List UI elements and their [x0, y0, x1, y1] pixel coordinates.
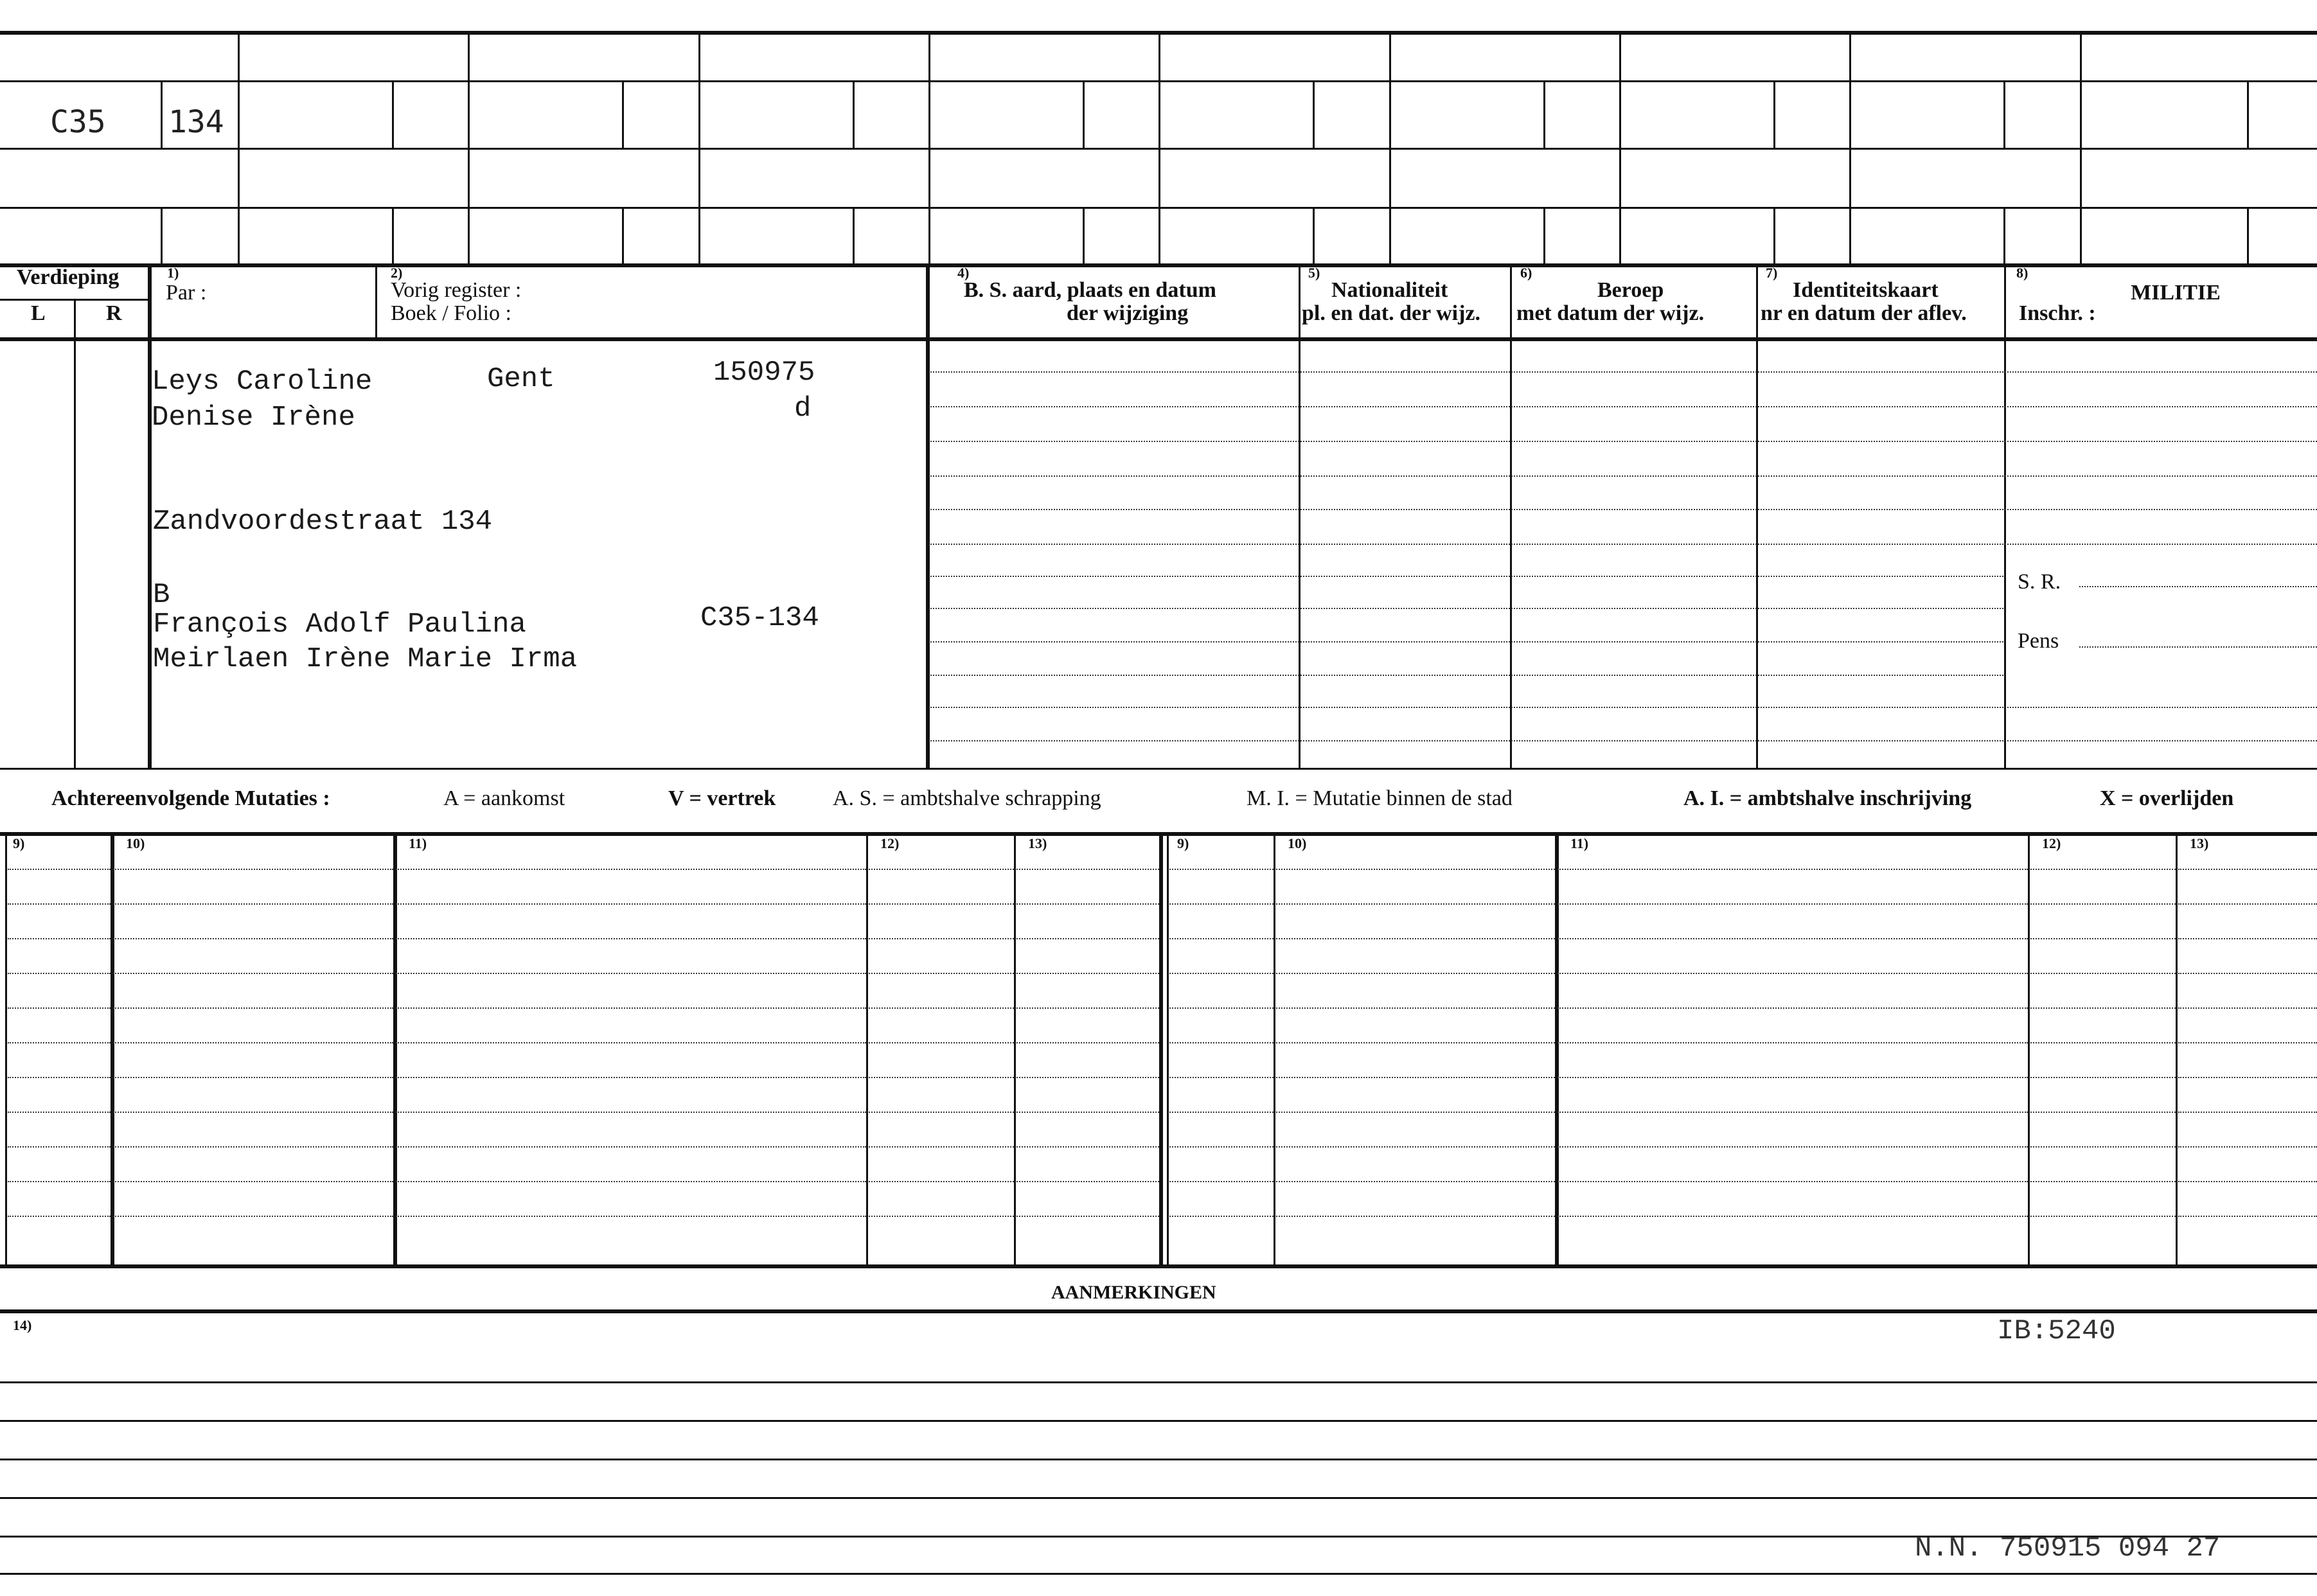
dotted-line: [1276, 1181, 1555, 1182]
wijk-code: C35: [50, 104, 106, 140]
dotted-line: [1169, 973, 1274, 974]
col-divider: [375, 263, 377, 337]
col6-line2: met datum der wijz.: [1516, 301, 1705, 325]
dotted-line: [8, 1112, 111, 1113]
dotted-line: [2178, 1112, 2317, 1113]
dotted-line: [113, 1146, 393, 1148]
grid-line: [0, 263, 2317, 267]
dotted-line: [2030, 1077, 2176, 1078]
col2-line2: Boek / Folio :: [391, 301, 511, 325]
dotted-line: [8, 973, 111, 974]
dotted-line: [869, 869, 1014, 870]
col1-label: Par :: [166, 281, 207, 305]
grid-vline: [161, 80, 163, 148]
dotted-line: [1016, 869, 1159, 870]
dotted-line: [113, 1216, 393, 1217]
remark-line: [0, 1497, 2317, 1499]
birthplace: Gent: [487, 363, 555, 395]
grid-vline: [622, 207, 624, 263]
col-divider: [393, 832, 397, 1264]
left-col-12: 12): [880, 835, 900, 851]
dotted-line: [113, 1112, 393, 1113]
dotted-line: [2030, 973, 2176, 974]
col-divider: [1756, 263, 1758, 768]
name-line2: Denise Irène: [152, 402, 355, 434]
legend-v: V = vertrek: [668, 786, 776, 810]
grid-vline: [392, 80, 394, 148]
col4-number: 4): [957, 265, 970, 281]
dotted-line: [2030, 903, 2176, 905]
col-divider: [1159, 832, 1163, 1264]
grid-vline: [1619, 31, 1621, 263]
legend-as: A. S. = ambtshalve schrapping: [833, 786, 1101, 810]
right-col-9: 9): [1177, 835, 1189, 851]
remark-line: [0, 1573, 2317, 1575]
dotted-line: [2178, 1146, 2317, 1148]
dotted-line: [396, 869, 866, 870]
father-name: François Adolf Paulina: [153, 608, 526, 641]
parents-ref: C35-134: [700, 602, 819, 634]
col-divider: [1167, 832, 1169, 1264]
dotted-line: [1558, 973, 2028, 974]
dotted-line: [1558, 1007, 2028, 1009]
dotted-line: [1558, 1077, 2028, 1078]
dotted-line: [1169, 1181, 1274, 1182]
dotted-line: [1169, 869, 1274, 870]
dotted-line: [1016, 1077, 1159, 1078]
dotted-line: [1016, 938, 1159, 939]
dotted-line: [1169, 938, 1274, 939]
dotted-line: [869, 903, 1014, 905]
dotted-line: [1169, 903, 1274, 905]
col1-number: 1): [167, 265, 179, 281]
militie-title: MILITIE: [2131, 281, 2221, 305]
dotted-line: [2178, 1042, 2317, 1043]
dotted-line: [930, 406, 2317, 407]
grid-vline: [1158, 31, 1160, 263]
dotted-line: [869, 1181, 1014, 1182]
col4-line1: B. S. aard, plaats en datum: [964, 278, 1216, 302]
dotted-line: [869, 938, 1014, 939]
col-divider: [2004, 263, 2006, 768]
body-bottom-line: [0, 768, 2317, 770]
col4-line2: der wijziging: [1067, 301, 1189, 325]
grid-vline: [468, 31, 470, 263]
dotted-line: [8, 1077, 111, 1078]
dotted-line: [1169, 1007, 1274, 1009]
left-col-9: 9): [13, 835, 25, 851]
col8-number: 8): [2016, 265, 2028, 281]
col-divider: [1274, 832, 1275, 1264]
dotted-line: [1016, 903, 1159, 905]
dotted-line: [1558, 1112, 2028, 1113]
dotted-line: [8, 1181, 111, 1182]
dotted-line: [2030, 938, 2176, 939]
sex: d: [794, 393, 812, 425]
grid-vline: [2247, 80, 2249, 148]
dotted-line: [113, 1181, 393, 1182]
aanmerkingen-title: AANMERKINGEN: [1051, 1282, 1216, 1303]
col-divider: [866, 832, 868, 1264]
legend-ai: A. I. = ambtshalve inschrijving: [1683, 786, 1972, 810]
dotted-line: [396, 1007, 866, 1009]
mutaties-top: [0, 832, 2317, 836]
remark-line: [0, 1420, 2317, 1422]
legend-mi: M. I. = Mutatie binnen de stad: [1247, 786, 1513, 810]
dotted-line: [396, 903, 866, 905]
grid-vline: [2003, 80, 2005, 148]
dotted-line: [1558, 903, 2028, 905]
sr-label: S. R.: [2018, 570, 2061, 594]
grid-vline: [2247, 207, 2249, 263]
dotted-line: [396, 1042, 866, 1043]
dotted-line: [2178, 903, 2317, 905]
right-col-10: 10): [1288, 835, 1307, 851]
dotted-line: [8, 1042, 111, 1043]
dotted-line: [113, 1042, 393, 1043]
dotted-line: [1169, 1146, 1274, 1148]
address: Zandvoordestraat 134: [153, 506, 493, 538]
dotted-line: [1558, 869, 2028, 870]
legend-x: X = overlijden: [2100, 786, 2234, 810]
col-divider: [1299, 263, 1301, 768]
col-divider: [1014, 832, 1016, 1264]
inschr-label: Inschr. :: [2019, 301, 2096, 325]
grid-vline: [2003, 207, 2005, 263]
dotted-line: [1276, 973, 1555, 974]
left-col-11: 11): [409, 835, 427, 851]
remark-line: [0, 1381, 2317, 1383]
grid-vline: [622, 80, 624, 148]
grid-vline: [1773, 207, 1775, 263]
dotted-line: [2178, 1077, 2317, 1078]
dotted-line: [2079, 646, 2317, 648]
dotted-line: [2079, 586, 2317, 587]
name-line1: Leys Caroline: [152, 366, 373, 398]
dotted-line: [1016, 1007, 1159, 1009]
dotted-line: [2030, 1216, 2176, 1217]
nn-stamp: N.N. 750915 094 27: [1915, 1532, 2221, 1565]
grid-vline: [853, 80, 855, 148]
dotted-line: [396, 938, 866, 939]
col7-number: 7): [1766, 265, 1778, 281]
right-col-13: 13): [2190, 835, 2209, 851]
dotted-line: [930, 707, 2003, 708]
dotted-line: [396, 1216, 866, 1217]
dotted-line: [1558, 1181, 2028, 1182]
dotted-line: [1169, 1216, 1274, 1217]
dotted-line: [869, 1007, 1014, 1009]
col5-line2: pl. en dat. der wijz.: [1302, 301, 1480, 325]
dotted-line: [113, 938, 393, 939]
header-bottom-line: [0, 337, 2317, 341]
col6-number: 6): [1520, 265, 1532, 281]
dotted-line: [930, 608, 2003, 609]
legend-title: Achtereenvolgende Mutaties :: [51, 786, 330, 810]
grid-vline: [1083, 80, 1085, 148]
l-label: L: [31, 301, 46, 325]
dotted-line: [1016, 973, 1159, 974]
col2-line1: Vorig register :: [391, 278, 522, 302]
dotted-line: [930, 576, 2003, 577]
col-divider: [1555, 832, 1559, 1264]
b-label: B: [153, 579, 170, 611]
grid-vline: [698, 31, 700, 263]
birthdate: 150975: [713, 357, 815, 389]
dotted-line: [1276, 1146, 1555, 1148]
dotted-line: [8, 903, 111, 905]
grid-vline: [928, 31, 930, 263]
dotted-line: [1016, 1042, 1159, 1043]
dotted-line: [2178, 1007, 2317, 1009]
remark-line: [0, 1459, 2317, 1460]
dotted-line: [930, 371, 2317, 373]
l-r-divider: [74, 299, 76, 768]
dotted-line: [8, 1007, 111, 1009]
dotted-line: [2030, 1146, 2176, 1148]
dotted-line: [869, 1216, 1014, 1217]
dotted-line: [2007, 707, 2317, 708]
col5-line1: Nationaliteit: [1331, 278, 1448, 302]
dotted-line: [113, 1007, 393, 1009]
grid-vline: [1849, 31, 1851, 263]
dotted-line: [2030, 1181, 2176, 1182]
col5-number: 5): [1308, 265, 1320, 281]
dotted-line: [2178, 938, 2317, 939]
dotted-line: [1276, 1042, 1555, 1043]
dotted-line: [396, 973, 866, 974]
dotted-line: [1276, 903, 1555, 905]
col-divider: [926, 263, 930, 768]
dotted-line: [1276, 869, 1555, 870]
dotted-line: [1276, 1216, 1555, 1217]
dotted-line: [2178, 869, 2317, 870]
dotted-line: [8, 938, 111, 939]
dotted-line: [1016, 1112, 1159, 1113]
left-col-13: 13): [1028, 835, 1047, 851]
dotted-line: [2030, 1007, 2176, 1009]
dotted-line: [930, 544, 2317, 545]
grid-vline: [1083, 207, 1085, 263]
col-divider: [2028, 832, 2030, 1264]
mother-name: Meirlaen Irène Marie Irma: [153, 643, 578, 675]
pens-label: Pens: [2018, 629, 2059, 653]
dotted-line: [869, 1077, 1014, 1078]
col-divider: [1510, 263, 1512, 768]
col14-number: 14): [13, 1317, 32, 1333]
dotted-line: [1558, 1146, 2028, 1148]
dotted-line: [1276, 1077, 1555, 1078]
dotted-line: [8, 1216, 111, 1217]
dotted-line: [1169, 1042, 1274, 1043]
aanmerkingen-top: [0, 1309, 2317, 1313]
dotted-line: [2030, 869, 2176, 870]
grid-vline: [1313, 80, 1315, 148]
grid-vline: [238, 31, 240, 263]
col6-line1: Beroep: [1597, 278, 1664, 302]
dotted-line: [1276, 938, 1555, 939]
dotted-line: [2030, 1112, 2176, 1113]
grid-vline: [2080, 31, 2082, 263]
dotted-line: [396, 1112, 866, 1113]
dotted-line: [396, 1146, 866, 1148]
ib-stamp: IB:5240: [1997, 1315, 2116, 1347]
dotted-line: [1169, 1077, 1274, 1078]
dotted-line: [2178, 973, 2317, 974]
dotted-line: [396, 1181, 866, 1182]
dotted-line: [113, 903, 393, 905]
dotted-line: [1016, 1216, 1159, 1217]
dotted-line: [8, 869, 111, 870]
dotted-line: [2030, 1042, 2176, 1043]
grid-vline: [1389, 31, 1391, 263]
dotted-line: [869, 1146, 1014, 1148]
dotted-line: [930, 475, 2317, 477]
grid-vline: [1543, 80, 1545, 148]
grid-vline: [1543, 207, 1545, 263]
dotted-line: [1016, 1146, 1159, 1148]
house-number: 134: [168, 104, 224, 140]
grid-vline: [853, 207, 855, 263]
dotted-line: [113, 1077, 393, 1078]
dotted-line: [113, 973, 393, 974]
dotted-line: [930, 675, 2003, 676]
right-col-12: 12): [2042, 835, 2061, 851]
grid-vline: [392, 207, 394, 263]
dotted-line: [2178, 1216, 2317, 1217]
grid-vline: [1773, 80, 1775, 148]
dotted-line: [869, 1042, 1014, 1043]
col-divider: [2176, 832, 2178, 1264]
dotted-line: [1169, 1112, 1274, 1113]
dotted-line: [1276, 1007, 1555, 1009]
dotted-line: [113, 869, 393, 870]
right-col-11: 11): [1570, 835, 1589, 851]
dotted-line: [1558, 1216, 2028, 1217]
col7-line1: Identiteitskaart: [1793, 278, 1939, 302]
col-divider: [148, 263, 152, 768]
dotted-line: [930, 441, 2317, 442]
dotted-line: [930, 641, 2003, 643]
verdieping-label: Verdieping: [17, 265, 120, 289]
grid-vline: [161, 207, 163, 263]
dotted-line: [2007, 740, 2317, 741]
left-col-10: 10): [126, 835, 145, 851]
dotted-line: [1558, 1042, 2028, 1043]
r-label: R: [106, 301, 122, 325]
dotted-line: [930, 740, 2003, 741]
dotted-line: [1276, 1112, 1555, 1113]
col7-line2: nr en datum der aflev.: [1761, 301, 1967, 325]
dotted-line: [1558, 938, 2028, 939]
col-divider: [111, 832, 114, 1264]
mutaties-bottom: [0, 1264, 2317, 1268]
grid-vline: [1313, 207, 1315, 263]
dotted-line: [396, 1077, 866, 1078]
col-divider: [5, 832, 7, 1264]
dotted-line: [930, 509, 2317, 510]
dotted-line: [8, 1146, 111, 1148]
dotted-line: [869, 973, 1014, 974]
dotted-line: [1016, 1181, 1159, 1182]
dotted-line: [869, 1112, 1014, 1113]
col2-number: 2): [391, 265, 403, 281]
legend-a: A = aankomst: [443, 786, 565, 810]
dotted-line: [2178, 1181, 2317, 1182]
